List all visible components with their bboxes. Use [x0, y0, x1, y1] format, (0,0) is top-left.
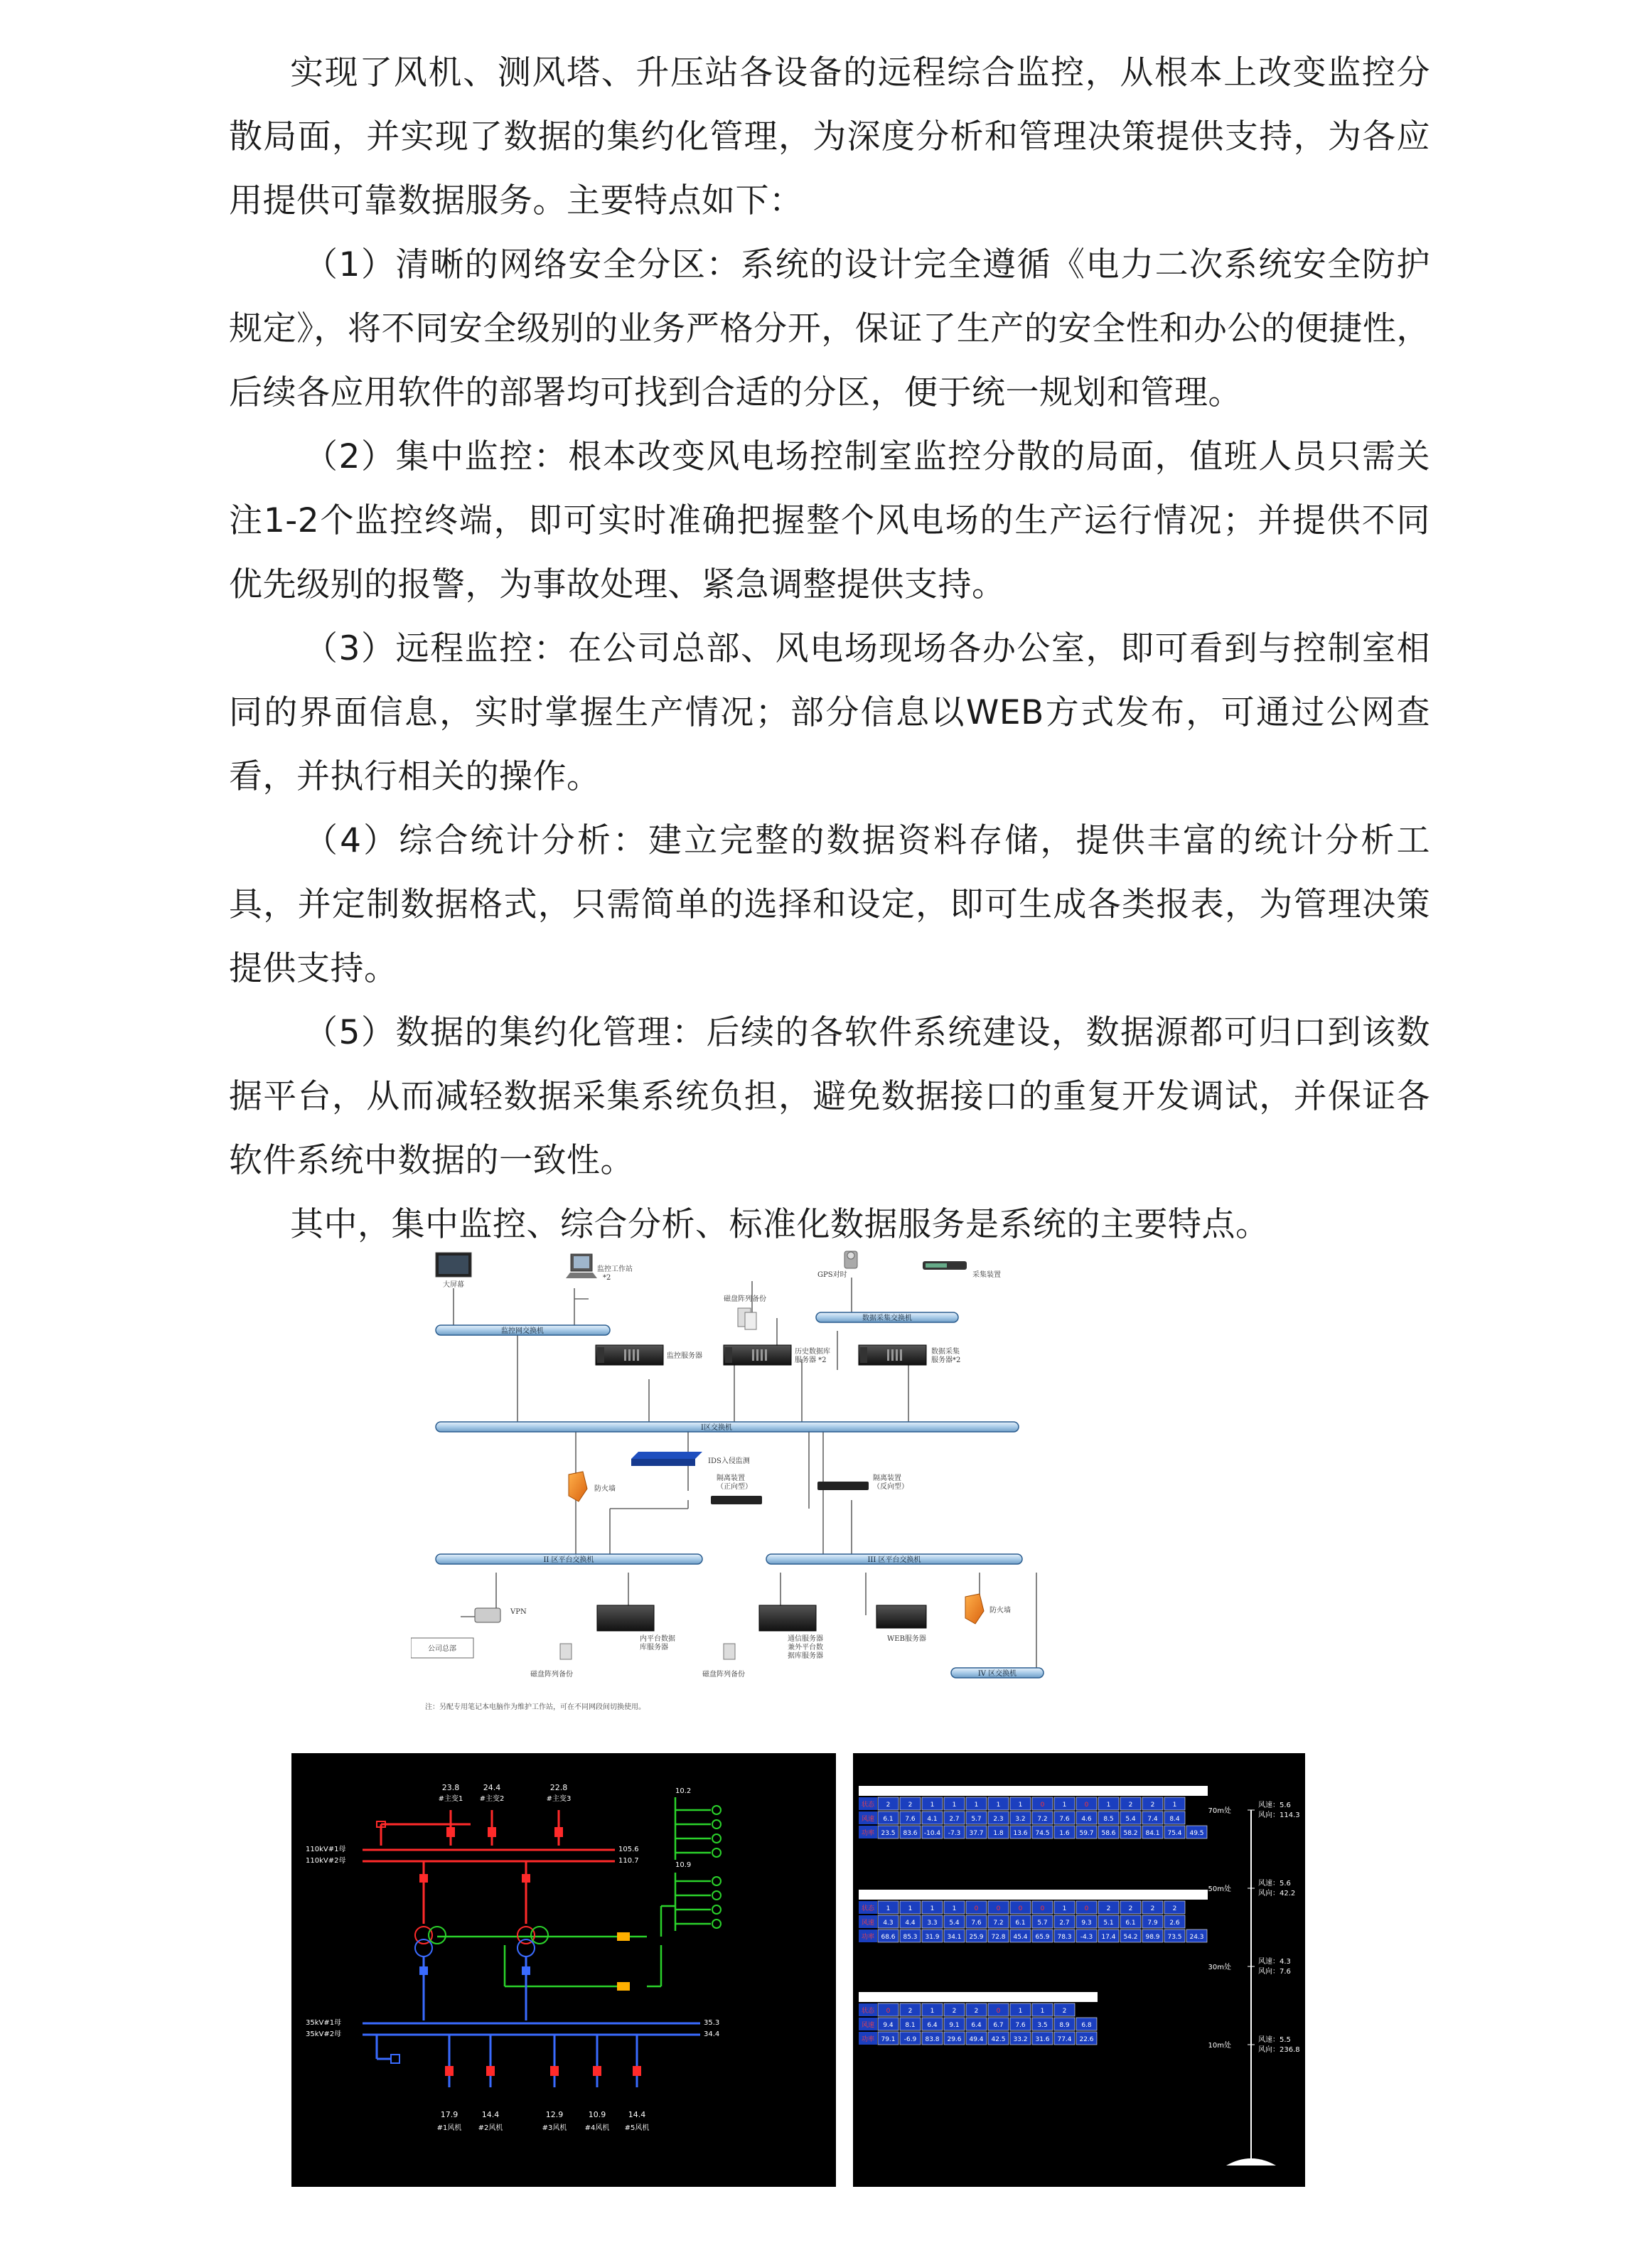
- collector-label: 采集装置: [972, 1271, 1001, 1279]
- firewall-left-icon: [569, 1472, 587, 1501]
- table-cell-value: 49.4: [969, 2036, 984, 2043]
- table-cell-value: 1: [1040, 2008, 1045, 2015]
- collect-server-label-2: 服务器*2: [931, 1356, 961, 1364]
- table-cell-value: 9.4: [883, 2022, 894, 2029]
- diagram-note: 注：另配专用笔记本电脑作为维护工作站，可在不同网段间切换使用。: [425, 1703, 645, 1711]
- row-label: 风速: [861, 2022, 875, 2029]
- comm-server-label-2: 兼外平台数: [788, 1644, 823, 1652]
- table-cell-value: 7.6: [1015, 2022, 1026, 2029]
- row-label: 状态: [861, 2008, 875, 2015]
- disk-backup-mid-label: 磁盘阵列备份: [702, 1671, 745, 1679]
- table-header-strip: [859, 1786, 1208, 1796]
- table-cell-value: 2: [952, 2008, 957, 2015]
- table-cell-value: -4.3: [1080, 1934, 1093, 1941]
- table-cell-value: 5.7: [971, 1816, 982, 1823]
- table-cell-value: 9.1: [949, 2022, 960, 2029]
- isolation-forward-label-2: （正向型）: [717, 1483, 752, 1491]
- table-cell-value: 8.1: [905, 2022, 916, 2029]
- disk-array-icon: [738, 1308, 756, 1329]
- bus-35kv-2-value: 34.4: [704, 2030, 720, 2038]
- table-cell-value: 3.2: [1015, 1816, 1026, 1823]
- table-cell-value: 7.6: [905, 1816, 916, 1823]
- table-cell-value: 2.3: [993, 1816, 1004, 1823]
- monitor-workstation-count: *2: [603, 1274, 611, 1282]
- table-cell-value: 1: [952, 1905, 957, 1912]
- disk-backup-left-label: 磁盘阵列备份: [530, 1671, 573, 1679]
- table-cell-value: 2: [908, 2008, 913, 2015]
- feeder-1-value: 17.9: [440, 2110, 458, 2119]
- table-cell-value: 1: [1062, 1905, 1067, 1912]
- isolation-reverse-label-2: （反向型）: [873, 1483, 908, 1491]
- disk-array-left-icon: [560, 1644, 572, 1659]
- table-cell-value: 7.6: [1059, 1816, 1070, 1823]
- table-cell-value: 1: [1018, 2008, 1023, 2015]
- collect-server-label: 数据采集: [931, 1348, 960, 1356]
- feature-paragraph-4: （4）综合统计分析：建立完整的数据资料存储，提供丰富的统计分析工具，并定制数据格式，只需简单的选择和设定，即可生成各类报表，为管理决策提供支持。: [229, 821, 1430, 988]
- table-cell-value: 4.3: [883, 1920, 894, 1927]
- table-cell-value: 25.9: [969, 1934, 984, 1941]
- table-cell-value: 6.1: [883, 1816, 894, 1823]
- table-cell-value: 2: [1128, 1802, 1133, 1809]
- table-cell-value: 0: [996, 1905, 1001, 1912]
- table-cell-value: 2.7: [949, 1816, 960, 1823]
- monitor-switch-label: 监控网交换机: [501, 1327, 544, 1335]
- vpn-icon: [475, 1608, 500, 1622]
- table-cell-value: 6.7: [993, 2022, 1004, 2029]
- out-mid-value: 10.9: [675, 1861, 692, 1869]
- zone2-switch-label: II 区平台交换机: [543, 1556, 594, 1564]
- table-cell-value: 8.5: [1103, 1816, 1114, 1823]
- tower-10m-dir: 风向：236.8: [1258, 2046, 1300, 2054]
- feeder-2-value: 14.4: [481, 2110, 500, 2119]
- table-cell-value: 5.4: [949, 1920, 960, 1927]
- comm-server-label-3: 据库服务器: [788, 1652, 823, 1660]
- table-cell-value: 34.1: [947, 1934, 962, 1941]
- table-cell-value: 0: [1084, 1802, 1089, 1809]
- table-cell-value: 2: [1106, 1905, 1111, 1912]
- web-server-icon: [876, 1605, 926, 1628]
- table-cell-value: 1: [930, 1905, 935, 1912]
- ids-label: IDS入侵监测: [708, 1457, 750, 1465]
- feeder-3-label: #3风机: [542, 2124, 567, 2132]
- feeder-5-label: #5风机: [624, 2124, 650, 2132]
- vpn-label: VPN: [510, 1608, 527, 1616]
- table-cell-value: 7.2: [1037, 1816, 1048, 1823]
- tower-30m-speed: 风速：4.3: [1258, 1958, 1291, 1966]
- table-cell-value: 1: [1106, 1802, 1111, 1809]
- tower-50m-speed: 风速：5.6: [1258, 1880, 1291, 1888]
- gps-icon: [844, 1251, 857, 1268]
- hq-label: 公司总部: [428, 1645, 456, 1653]
- table-cell-value: 73.5: [1167, 1934, 1182, 1941]
- monitor-workstation-icon: [566, 1254, 597, 1278]
- isolation-reverse-icon: [817, 1482, 869, 1490]
- gps-label: GPS对时: [817, 1271, 847, 1279]
- table-cell-value: 59.7: [1079, 1830, 1094, 1837]
- feeder-4-value: 10.9: [588, 2110, 606, 2119]
- met-tower: [1226, 1810, 1276, 2166]
- monitor-workstation-label: 监控工作站: [597, 1265, 633, 1273]
- row-label: 状态: [861, 1802, 875, 1809]
- table-cell-value: 0: [1040, 1802, 1045, 1809]
- isolation-forward-icon: [711, 1496, 762, 1504]
- table-cell-value: 45.4: [1013, 1934, 1028, 1941]
- row-label: 功率: [861, 1830, 875, 1837]
- table-cell-value: 37.7: [969, 1830, 984, 1837]
- tower-70m-dir: 风向：114.3: [1258, 1811, 1300, 1819]
- zone1-switch-label: I区交换机: [701, 1424, 732, 1432]
- table-cell-value: 2: [886, 1802, 891, 1809]
- firewall-right-icon: [965, 1594, 984, 1624]
- feeder-1-label: #1风机: [436, 2124, 462, 2132]
- table-cell-value: 17.4: [1101, 1934, 1116, 1941]
- tower-10m-speed: 风速：5.5: [1258, 2036, 1291, 2044]
- table-cell-value: 31.9: [925, 1934, 940, 1941]
- feeder-3-value: 12.9: [545, 2110, 564, 2119]
- transformer-3-value: 22.8: [549, 1783, 568, 1792]
- out-top-value: 10.2: [675, 1787, 692, 1795]
- table-cell-value: -7.3: [948, 1830, 961, 1837]
- table-cell-value: 58.2: [1123, 1830, 1138, 1837]
- table-cell-value: 0: [1018, 1905, 1023, 1912]
- collect-server-icon: [859, 1345, 926, 1365]
- bus-110kv-2-value: 110.7: [618, 1857, 639, 1865]
- table-cell-value: -6.9: [903, 2036, 917, 2043]
- table-cell-value: 23.5: [881, 1830, 896, 1837]
- big-screen-label: 大屏幕: [443, 1281, 464, 1289]
- tower-70m-speed: 风速：5.6: [1258, 1802, 1291, 1809]
- bus-35kv-1-value: 35.3: [704, 2019, 720, 2027]
- table-cell-value: 0: [996, 2008, 1001, 2015]
- table-cell-value: 2: [1150, 1802, 1155, 1809]
- summary-paragraph: 其中，集中监控、综合分析、标准化数据服务是系统的主要特点。: [290, 1205, 1270, 1244]
- table-cell-value: 0: [1084, 1905, 1089, 1912]
- table-cell-value: 3.3: [927, 1920, 938, 1927]
- table-cell-value: 1: [1172, 1802, 1177, 1809]
- row-label: 风速: [861, 1816, 875, 1823]
- table-cell-value: 2.7: [1059, 1920, 1070, 1927]
- disk-array-mid-icon: [724, 1644, 735, 1659]
- table-cell-value: 2: [1128, 1905, 1133, 1912]
- zone3-switch-label: III 区平台交换机: [867, 1556, 921, 1564]
- table-cell-value: 7.9: [1147, 1920, 1158, 1927]
- firewall-right-label: 防火墙: [989, 1607, 1011, 1615]
- table-cell-value: 24.3: [1189, 1934, 1204, 1941]
- table-cell-value: 49.5: [1189, 1830, 1204, 1837]
- table-cell-value: 1: [908, 1905, 913, 1912]
- table-cell-value: 1: [952, 1802, 957, 1809]
- intro-paragraph: 实现了风机、测风塔、升压站各设备的远程综合监控，从根本上改变监控分散局面，并实现了数据的集约化管理，为深度分析和管理决策提供支持，为各应用提供可靠数据服务。主要特点如下：: [229, 53, 1430, 220]
- inner-db-server-icon: [597, 1605, 654, 1631]
- table-header-strip: [859, 1992, 1098, 2002]
- isolation-reverse-label: 隔离装置: [873, 1474, 901, 1482]
- table-cell-value: 84.1: [1145, 1830, 1160, 1837]
- bus-110kv-1-label: 110kV#1母: [306, 1846, 346, 1853]
- bus-110kv-2-label: 110kV#2母: [306, 1857, 346, 1865]
- zone4-switch-label: IV 区交换机: [977, 1670, 1017, 1678]
- table-cell-value: 8.9: [1059, 2022, 1070, 2029]
- table-cell-value: 65.9: [1035, 1934, 1050, 1941]
- table-cell-value: 0: [974, 1905, 979, 1912]
- table-cell-value: 1.8: [993, 1830, 1004, 1837]
- article-body: [229, 41, 1430, 1257]
- table-cell-value: 4.1: [927, 1816, 938, 1823]
- table-cell-value: 1: [886, 1905, 891, 1912]
- table-cell-value: 6.1: [1125, 1920, 1136, 1927]
- transformer-3-label: #主变3: [546, 1795, 572, 1803]
- transformer-1-label: #主变1: [438, 1795, 463, 1803]
- table-cell-value: 2: [1172, 1905, 1177, 1912]
- table-cell-value: 33.2: [1013, 2036, 1028, 2043]
- inner-db-label-2: 库服务器: [640, 1644, 668, 1652]
- bus-35kv-2-label: 35kV#2母: [306, 2030, 342, 2038]
- table-cell-value: 5.7: [1037, 1920, 1048, 1927]
- table-cell-value: 22.6: [1079, 2036, 1094, 2043]
- bus-110kv-1-value: 105.6: [618, 1846, 639, 1853]
- transformer-2-label: #主变2: [479, 1795, 505, 1803]
- ids-icon: [631, 1452, 702, 1459]
- feature-paragraph-3: （3）远程监控：在公司总部、风电场现场各办公室，即可看到与控制室相同的界面信息，实时掌握生产情况；部分信息以WEB方式发布，可通过公网查看，并执行相关的操作。: [229, 629, 1430, 796]
- table-cell-value: 31.6: [1035, 2036, 1050, 2043]
- table-cell-value: 1: [996, 1802, 1001, 1809]
- table-cell-value: -10.4: [923, 1830, 941, 1837]
- data-switch-label: 数据采集交换机: [862, 1315, 912, 1322]
- table-cell-value: 98.9: [1145, 1934, 1160, 1941]
- disk-backup-top-label: 磁盘阵列备份: [724, 1295, 766, 1303]
- history-server-label-2: 服务器 *2: [795, 1356, 827, 1364]
- table-cell-value: 7.6: [971, 1920, 982, 1927]
- table-cell-value: 0: [886, 2008, 891, 2015]
- comm-server-icon: [759, 1605, 816, 1631]
- row-label: 状态: [861, 1905, 875, 1912]
- table-cell-value: 6.4: [971, 2022, 982, 2029]
- table-cell-value: 78.3: [1057, 1934, 1072, 1941]
- table-cell-value: 7.4: [1147, 1816, 1158, 1823]
- bus-35kv-1-label: 35kV#1母: [306, 2019, 342, 2027]
- table-header-strip: [859, 1890, 1208, 1900]
- table-cell-value: 1: [974, 1802, 979, 1809]
- row-label: 风速: [861, 1920, 875, 1927]
- table-cell-value: 79.1: [881, 2036, 896, 2043]
- tower-70m-label: 70m处: [1208, 1807, 1231, 1815]
- table-cell-value: 5.4: [1125, 1816, 1136, 1823]
- table-cell-value: 42.5: [991, 2036, 1006, 2043]
- table-cell-value: 1: [1062, 1802, 1067, 1809]
- table-cell-value: 6.8: [1081, 2022, 1092, 2029]
- monitor-server-icon: [596, 1345, 663, 1365]
- table-cell-value: 3.5: [1037, 2022, 1048, 2029]
- isolation-forward-label: 隔离装置: [717, 1474, 745, 1482]
- tower-30m-label: 30m处: [1208, 1964, 1231, 1971]
- tower-50m-label: 50m处: [1208, 1885, 1231, 1893]
- tower-10m-label: 10m处: [1208, 2042, 1231, 2050]
- table-cell-value: 58.6: [1101, 1830, 1116, 1837]
- feature-paragraph-5: （5）数据的集约化管理：后续的各软件系统建设，数据源都可归口到该数据平台，从而减轻数据采集系统负担，避免数据接口的重复开发调试，并保证各软件系统中数据的一致性。: [229, 1013, 1430, 1180]
- table-cell-value: 1.6: [1059, 1830, 1070, 1837]
- table-cell-value: 8.4: [1169, 1816, 1180, 1823]
- feeder-4-label: #4风机: [584, 2124, 610, 2132]
- history-server-label: 历史数据库: [795, 1348, 830, 1356]
- tower-50m-dir: 风向：42.2: [1258, 1890, 1296, 1897]
- feature-paragraph-2: （2）集中监控：根本改变风电场控制室监控分散的局面，值班人员只需关注1-2个监控终端，即可实时准确把握整个风电场的生产运行情况；并提供不同优先级别的报警，为事故处理、紧急调整提供支持。: [229, 437, 1430, 604]
- feeder-2-label: #2风机: [478, 2124, 503, 2132]
- feeder-5-value: 14.4: [628, 2110, 646, 2119]
- substation-monitor-screen: [291, 1753, 836, 2187]
- table-cell-value: 5.1: [1103, 1920, 1114, 1927]
- row-label: 功率: [861, 2036, 875, 2043]
- table-cell-value: 2: [1150, 1905, 1155, 1912]
- table-cell-value: 74.5: [1035, 1830, 1050, 1837]
- comm-server-label: 通信服务器: [788, 1635, 823, 1643]
- table-cell-value: 1: [930, 1802, 935, 1809]
- history-server-icon: [724, 1345, 791, 1365]
- web-server-label: WEB服务器: [887, 1635, 926, 1643]
- turbine-monitor-screen: [853, 1753, 1305, 2187]
- table-cell-value: 2: [974, 2008, 979, 2015]
- table-cell-value: 85.3: [903, 1934, 918, 1941]
- inner-db-label: 内平台数据: [640, 1635, 675, 1643]
- firewall-left-label: 防火墙: [594, 1485, 616, 1493]
- feature-paragraph-1: （1）清晰的网络安全分区：系统的设计完全遵循《电力二次系统安全防护规定》，将不同安全级别的业务严格分开，保证了生产的安全性和办公的便捷性，后续各应用软件的部署均可找到合适的分区，便于统一规划和管理。: [229, 245, 1430, 412]
- transformer-2-value: 24.4: [483, 1783, 501, 1792]
- table-cell-value: 13.6: [1013, 1830, 1028, 1837]
- table-cell-value: 1: [1018, 1802, 1023, 1809]
- monitor-server-label: 监控服务器: [667, 1352, 702, 1360]
- table-cell-value: 6.4: [927, 2022, 938, 2029]
- table-cell-value: 0: [1040, 1905, 1045, 1912]
- table-cell-value: 68.6: [881, 1934, 896, 1941]
- table-cell-value: 83.6: [903, 1830, 918, 1837]
- table-cell-value: 4.6: [1081, 1816, 1092, 1823]
- table-cell-value: 29.6: [947, 2036, 962, 2043]
- table-cell-value: 9.3: [1081, 1920, 1092, 1927]
- table-cell-value: 83.8: [925, 2036, 940, 2043]
- table-cell-value: 2.6: [1169, 1920, 1180, 1927]
- table-cell-value: 4.4: [905, 1920, 916, 1927]
- tower-30m-dir: 风向：7.6: [1258, 1968, 1291, 1976]
- row-label: 功率: [861, 1934, 875, 1941]
- transformer-1-value: 23.8: [441, 1783, 460, 1792]
- table-cell-value: 7.2: [993, 1920, 1004, 1927]
- table-cell-value: 2: [1062, 2008, 1067, 2015]
- table-cell-value: 2: [908, 1802, 913, 1809]
- table-cell-value: 72.8: [991, 1934, 1006, 1941]
- table-cell-value: 77.4: [1057, 2036, 1072, 2043]
- table-cell-value: 6.1: [1015, 1920, 1026, 1927]
- table-cell-value: 75.4: [1167, 1830, 1182, 1837]
- table-cell-value: 1: [930, 2008, 935, 2015]
- table-cell-value: 54.2: [1123, 1934, 1138, 1941]
- network-architecture-diagram: [411, 1246, 1045, 1720]
